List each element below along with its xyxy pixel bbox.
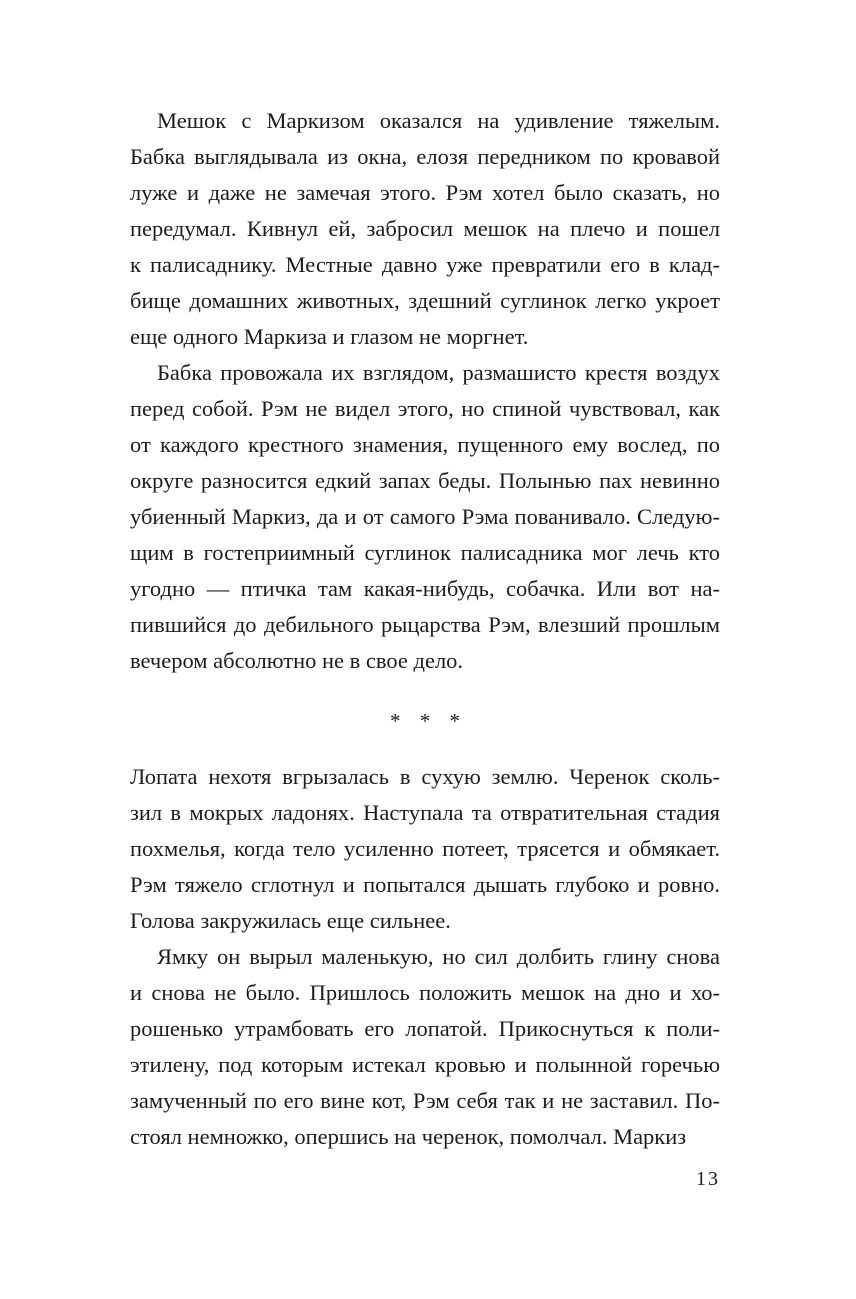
paragraph [130, 939, 720, 1155]
text-line: замученный по его вине кот, Рэм себя так и не заставил. По- [130, 1088, 720, 1113]
text-line: зил в мокрых ладонях. Наступала та отвратительная стадия [130, 800, 720, 825]
text-line: Бабка выглядывала из окна, елозя передником по кровавой [130, 144, 720, 169]
text-line: бище домашних животных, здешний суглинок легко укроет [130, 288, 720, 313]
text-line: передумал. Кивнул ей, забросил мешок на плечо и пошел [130, 216, 720, 241]
page-text [130, 103, 720, 1155]
text-line: стоял немножко, опершись на черенок, помолчал. Маркиз [130, 1124, 687, 1149]
text-line: еще одного Маркиза и глазом не моргнет. [130, 324, 529, 349]
paragraph [130, 759, 720, 939]
section-break: * * * [390, 709, 467, 733]
page-number: 13 [696, 1168, 720, 1190]
paragraph [130, 355, 720, 679]
text-line: луже и даже не замечая этого. Рэм хотел было сказать, но [130, 180, 720, 205]
text-line: похмелья, когда тело усиленно потеет, трясется и обмякает. [130, 836, 720, 861]
text-line: Мешок с Маркизом оказался на удивление тяжелым. [157, 108, 720, 133]
text-line: угодно — птичка там какая-нибудь, собачка. Или вот на- [130, 576, 720, 601]
text-line: от каждого крестного знамения, пущенного ему вослед, по [130, 432, 720, 457]
text-line: рошенько утрамбовать его лопатой. Прикоснуться к поли- [130, 1016, 720, 1041]
text-line: Ямку он вырыл маленькую, но сил долбить глину снова [157, 944, 720, 969]
text-line: перед собой. Рэм не видел этого, но спиной чувствовал, как [130, 396, 720, 421]
text-line: и снова не было. Пришлось положить мешок на дно и хо- [130, 980, 720, 1005]
text-line: этилену, под которым истекал кровью и полынной горечью [130, 1052, 720, 1077]
text-line: Рэм тяжело сглотнул и попытался дышать глубоко и ровно. [130, 872, 720, 897]
text-line: убиенный Маркиз, да и от самого Рэма пованивало. Следую- [130, 504, 720, 529]
paragraph [130, 103, 720, 355]
text-line: округе разносится едкий запах беды. Полынью пах невинно [130, 468, 720, 493]
text-line: к палисаднику. Местные давно уже превратили его в клад- [130, 252, 720, 277]
text-line: Бабка провожала их взглядом, размашисто крестя воздух [157, 360, 720, 385]
text-line: Лопата нехотя вгрызалась в сухую землю. Черенок сколь- [130, 764, 720, 789]
text-line: вечером абсолютно не в свое дело. [130, 648, 464, 673]
text-line: щим в гостеприимный суглинок палисадника мог лечь кто [130, 540, 720, 565]
text-line: Голова закружилась еще сильнее. [130, 908, 451, 933]
text-line: пившийся до дебильного рыцарства Рэм, влезший прошлым [130, 612, 720, 637]
